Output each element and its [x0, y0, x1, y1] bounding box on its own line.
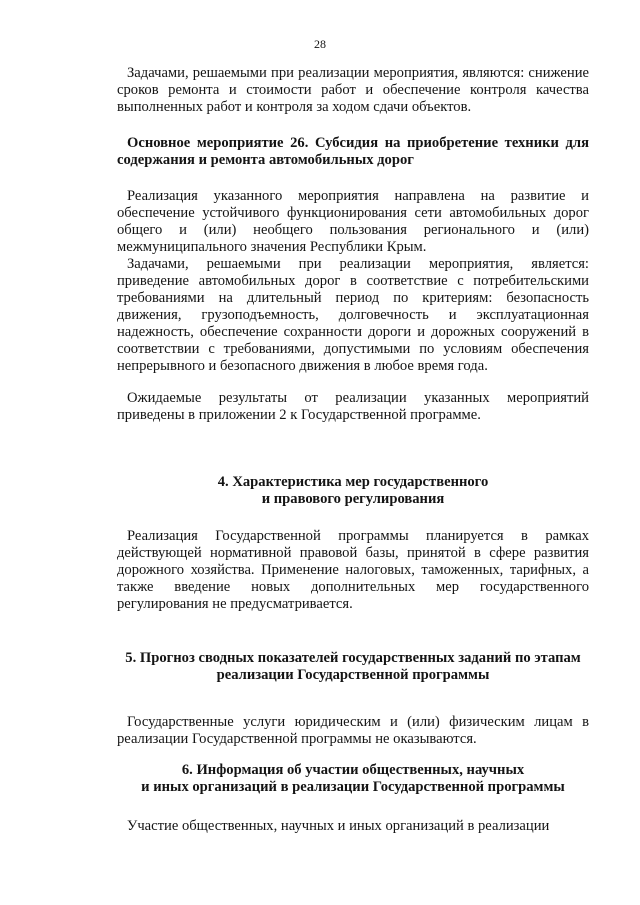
heading-section-4	[117, 474, 589, 508]
paragraph-text: Задачами, решаемыми при реализации мероприятия, являются: снижение сроков ремонта и стоимости работ и обеспечение контроля качества выполненных работ и контроля за ходом сдачи объектов.	[117, 65, 589, 115]
heading-line: и иных организаций в реализации Государственной программы	[141, 779, 565, 795]
heading-line: 6. Информация об участии общественных, научных	[181, 762, 525, 778]
paragraph-text: Ожидаемые результаты от реализации указанных мероприятий приведены в приложении 2 к Государственной программе.	[117, 390, 589, 423]
paragraph-text: Участие общественных, научных и иных организаций в реализации	[127, 818, 550, 834]
paragraph-services	[117, 714, 589, 748]
heading-measure-26	[117, 135, 589, 169]
page-number: 28	[314, 37, 326, 51]
paragraph-regulation	[117, 528, 589, 613]
heading-line: реализации Государственной программы	[216, 667, 490, 683]
paragraph-expected-results	[117, 390, 589, 424]
paragraph-text: Задачами, решаемыми при реализации мероприятия, является: приведение автомобильных дорог в соответствие с потребительскими требованиями на длительный период по критериям: безопасность движения, грузоподъемность, долговечность и эксплуатационная надежность, обеспечение сохранности дороги и дорожных сооружений в соответствии с требованиями, допустимыми по условиям обеспечения непрерывного и безопасного движения в любое время года.	[117, 256, 589, 374]
heading-line: и правового регулирования	[261, 491, 445, 507]
paragraph-text: Реализация указанного мероприятия направлена на развитие и обеспечение устойчивого функционирования сети автомобильных дорог общего и (или) необщего пользования регионального и (или) межмуниципального значения Республики Крым.	[117, 188, 589, 255]
paragraph-text: Государственные услуги юридическим и (или) физическим лицам в реализации Государственной программы не оказываются.	[117, 714, 589, 747]
heading-section-5	[117, 650, 589, 684]
paragraph-tasks-1	[117, 65, 589, 116]
heading-section-6	[117, 762, 589, 796]
paragraph-implementation	[117, 188, 589, 375]
heading-text: Основное мероприятие 26. Субсидия на приобретение техники для содержания и ремонта автомобильных дорог	[117, 135, 589, 168]
heading-line: 5. Прогноз сводных показателей государственных заданий по этапам	[125, 650, 581, 666]
paragraph-participation	[117, 818, 589, 835]
paragraph-text: Реализация Государственной программы планируется в рамках действующей нормативной правовой базы, принятой в сфере развития дорожного хозяйства. Применение налоговых, таможенных, тарифных, а также введение новых дополнительных мер государственного регулирования не предусматривается.	[117, 528, 589, 612]
heading-line: 4. Характеристика мер государственного	[217, 474, 489, 490]
